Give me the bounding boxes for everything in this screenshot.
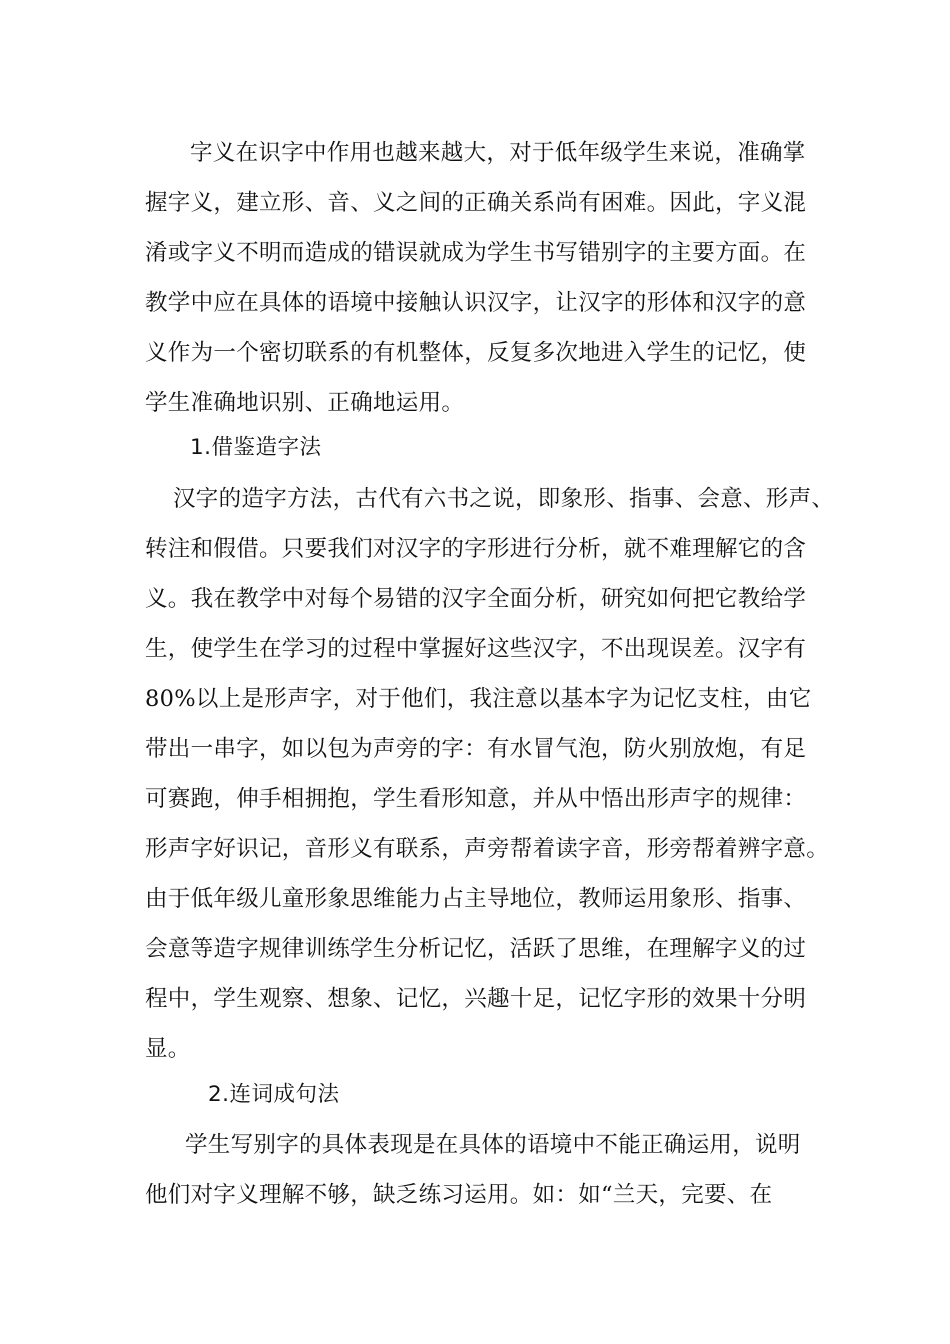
paragraph-3-line-1: 学生写别字的具体表现是在具体的语境中不能正确运用，说明: [185, 1132, 801, 1158]
paragraph-2-line-5: 80%以上是形声字，对于他们，我注意以基本字为记忆支柱，由它: [145, 686, 812, 712]
paragraph-2-line-2: 转注和假借。只要我们对汉字的字形进行分析，就不难理解它的含: [145, 536, 807, 562]
paragraph-2-line-12: 显。: [145, 1036, 191, 1062]
paragraph-2-line-10: 会意等造字规律训练学生分析记忆，活跃了思维，在理解字义的过: [145, 936, 807, 962]
section-heading-2: 2.连词成句法: [208, 1082, 340, 1107]
paragraph-1-line-3: 淆或字义不明而造成的错误就成为学生书写错别字的主要方面。在: [145, 240, 807, 266]
paragraph-3-line-2: 他们对字义理解不够，缺乏练习运用。如：如“兰天，完要、在: [145, 1182, 773, 1208]
paragraph-1-line-2: 握字义，建立形、音、义之间的正确关系尚有困难。因此，字义混: [145, 190, 807, 216]
paragraph-2-line-4: 生，使学生在学习的过程中掌握好这些汉字，不出现误差。汉字有: [145, 636, 807, 662]
paragraph-2-line-9: 由于低年级儿童形象思维能力占主导地位，教师运用象形、指事、: [145, 886, 807, 912]
paragraph-1-line-1: 字义在识字中作用也越来越大，对于低年级学生来说，准确掌: [190, 140, 806, 166]
paragraph-1-line-6: 学生准确地识别、正确地运用。: [145, 390, 465, 416]
section-heading-1: 1.借鉴造字法: [190, 435, 322, 460]
paragraph-2-line-3: 义。我在教学中对每个易错的汉字全面分析，研究如何把它教给学: [145, 586, 807, 612]
paragraph-2-line-7: 可赛跑，伸手相拥抱，学生看形知意，并从中悟出形声字的规律：: [145, 786, 807, 812]
paragraph-2-line-8: 形声字好识记，音形义有联系，声旁帮着读字音，形旁帮着辨字意。: [145, 836, 830, 862]
paragraph-2-line-6: 带出一串字，如以包为声旁的字：有水冒气泡，防火别放炮，有足: [145, 736, 807, 762]
paragraph-1-line-5: 义作为一个密切联系的有机整体，反复多次地进入学生的记忆，使: [145, 340, 807, 366]
paragraph-2-line-1: 汉字的造字方法，古代有六书之说，即象形、指事、会意、形声、: [173, 486, 835, 512]
paragraph-1-line-4: 教学中应在具体的语境中接触认识汉字，让汉字的形体和汉字的意: [145, 290, 807, 316]
paragraph-2-line-11: 程中，学生观察、想象、记忆，兴趣十足，记忆字形的效果十分明: [145, 986, 807, 1012]
